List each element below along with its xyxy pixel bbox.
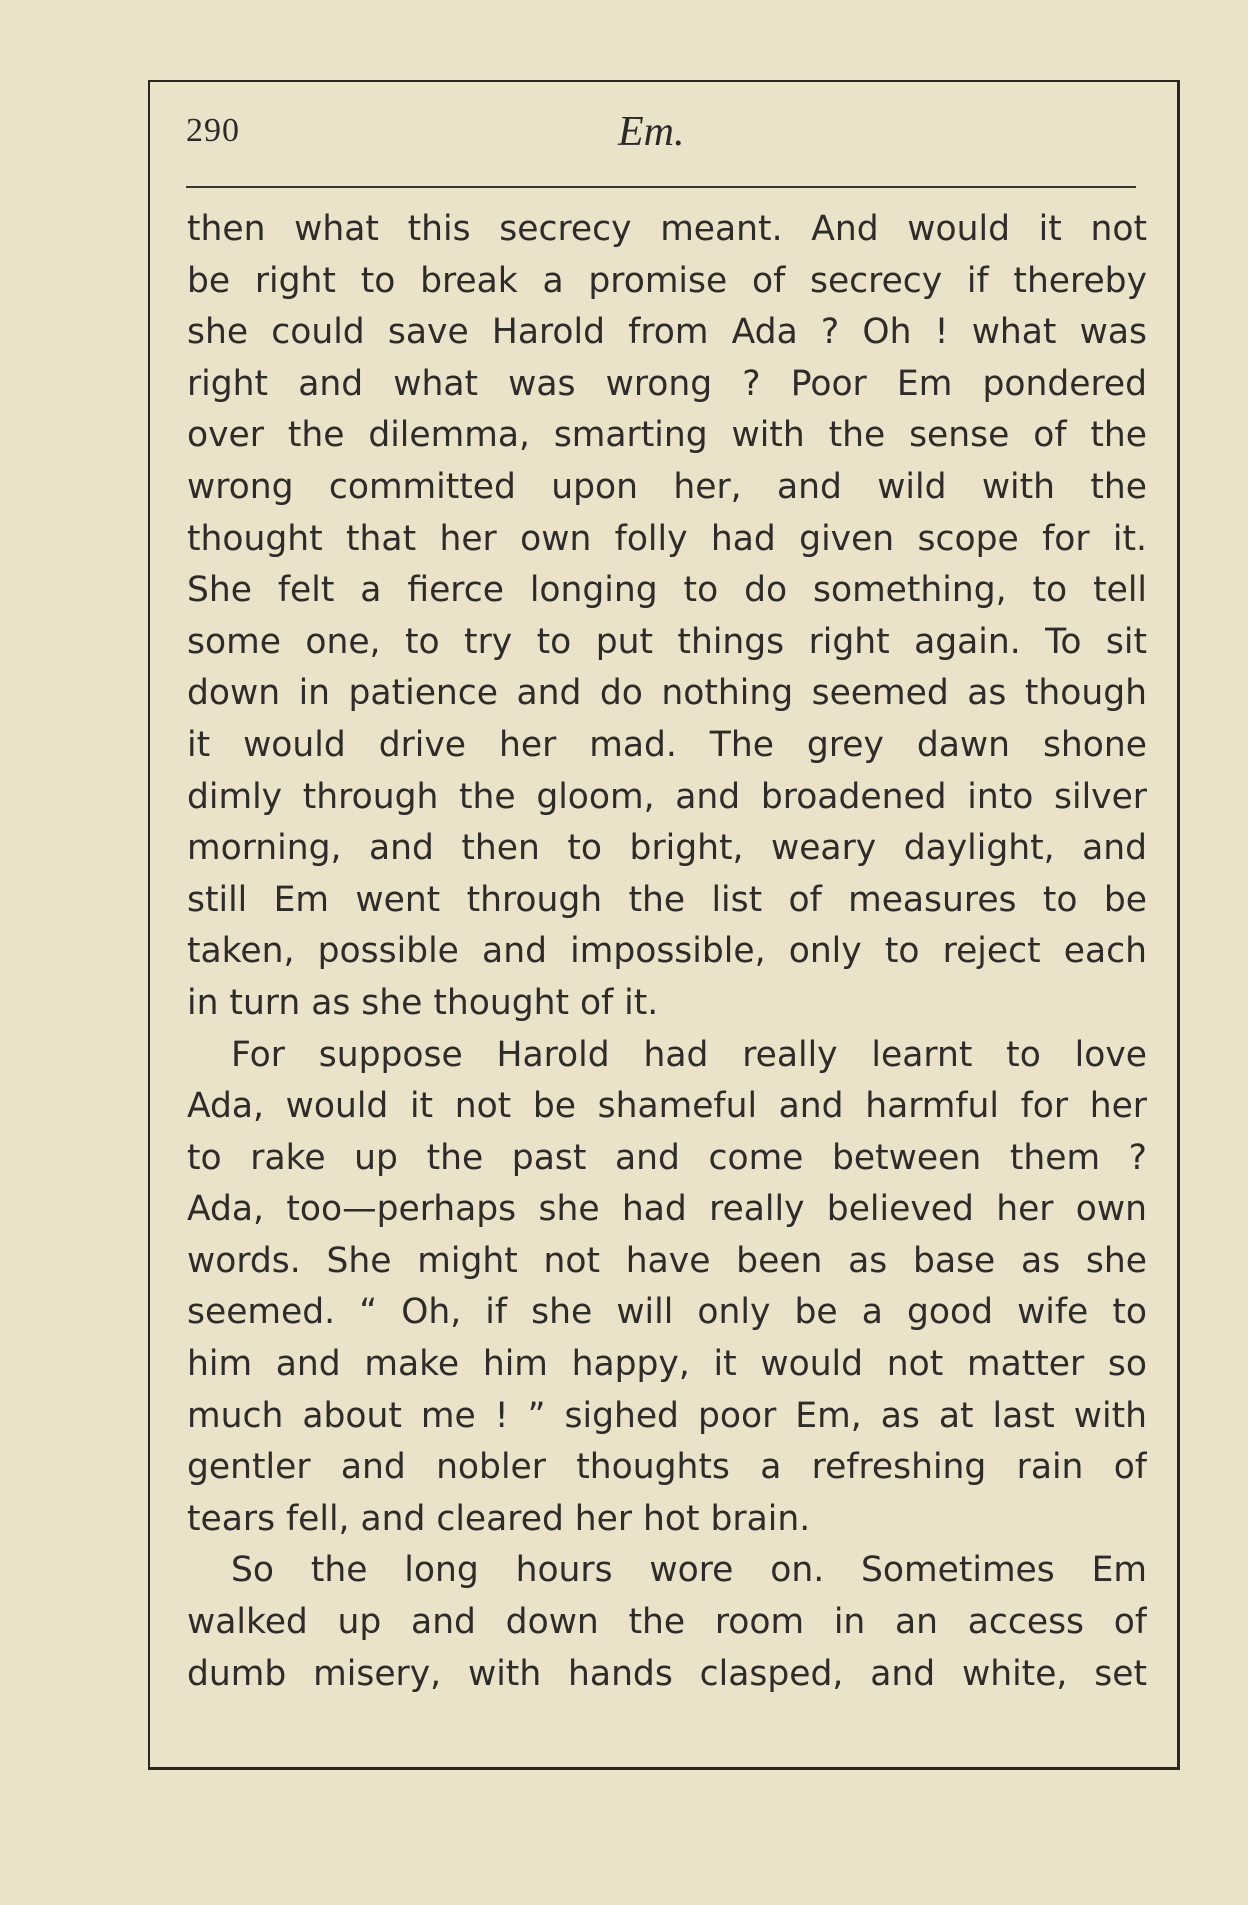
text-line: be right to break a promise of secrecy if thereby (187, 260, 1147, 301)
text-line: then what this secrecy meant. And would it not (187, 209, 1147, 249)
text-line: down in patience and do nothing seemed as though (187, 673, 1147, 714)
text-line: she could save Harold from Ada ? Oh ! what was (187, 312, 1147, 353)
paragraph-last-line: in turn as she thought of it. (187, 982, 659, 1023)
page-number: 290 (186, 112, 240, 149)
text-line: seemed. “ Oh, if she will only be a good wife to (187, 1292, 1147, 1333)
text-line: to rake up the past and come between them ? (187, 1137, 1147, 1178)
header-rule (186, 186, 1136, 188)
text-line: thought that her own folly had given scope for it. (187, 518, 1147, 559)
running-title: Em. (618, 109, 685, 155)
text-line: dimly through the gloom, and broadened into silver (187, 776, 1147, 817)
paragraph-first-line: For suppose Harold had really learnt to love (231, 1034, 1147, 1075)
text-line: some one, to try to put things right again. To sit (187, 621, 1147, 662)
text-line: Ada, too—perhaps she had really believed her own (187, 1189, 1147, 1230)
text-line: wrong committed upon her, and wild with the (187, 466, 1147, 507)
text-line: over the dilemma, smarting with the sense of the (187, 415, 1147, 456)
text-line: dumb misery, with hands clasped, and white, set (187, 1653, 1147, 1694)
text-line: She felt a fierce longing to do something, to tell (187, 570, 1147, 611)
text-line: gentler and nobler thoughts a refreshing rain of (187, 1447, 1147, 1488)
page-frame (148, 80, 1180, 1770)
text-line: words. She might not have been as base as she (187, 1240, 1147, 1281)
text-line: Ada, would it not be shameful and harmful for her (187, 1086, 1147, 1127)
text-line: morning, and then to bright, weary daylight, and (187, 828, 1147, 869)
text-line: taken, possible and impossible, only to reject each (187, 931, 1147, 972)
paragraph-first-line: So the long hours wore on. Sometimes Em (231, 1550, 1147, 1591)
paragraph-last-line: tears fell, and cleared her hot brain. (187, 1498, 811, 1539)
text-line: walked up and down the room in an access of (187, 1602, 1147, 1643)
text-line: still Em went through the list of measures to be (187, 879, 1147, 920)
text-line: it would drive her mad. The grey dawn shone (187, 724, 1147, 765)
body-text (187, 204, 1147, 1700)
text-line: him and make him happy, it would not matter so (187, 1344, 1147, 1385)
page-header (186, 109, 1136, 172)
text-line: right and what was wrong ? Poor Em pondered (187, 363, 1147, 404)
text-line: much about me ! ” sighed poor Em, as at last with (187, 1395, 1147, 1436)
